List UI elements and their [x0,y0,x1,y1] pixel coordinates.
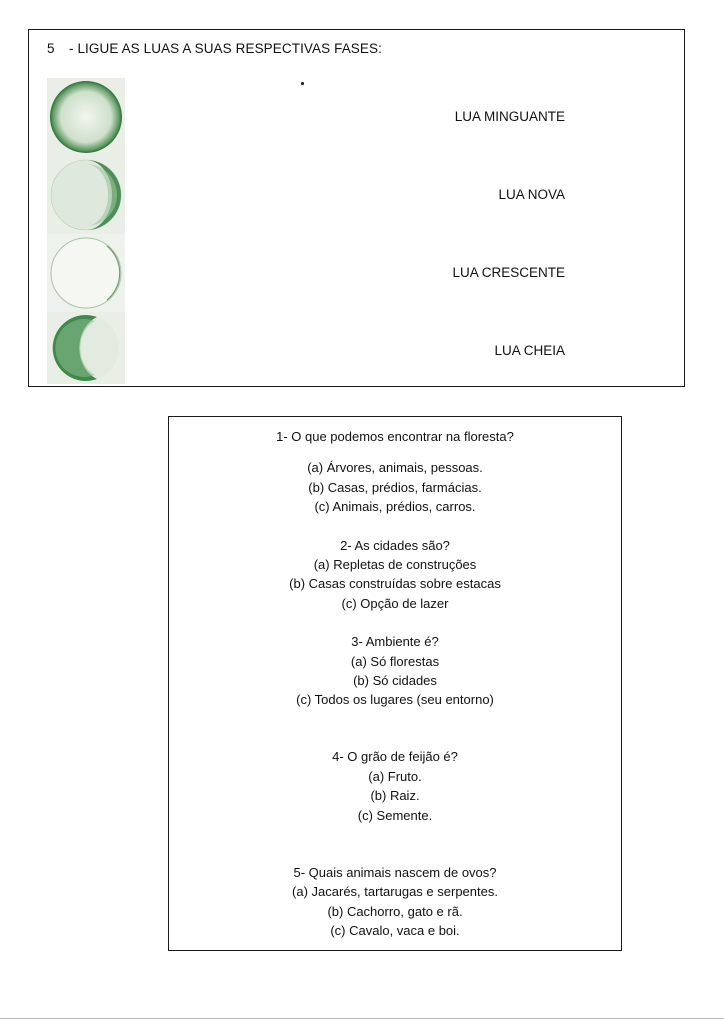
q2-option-a: (a) Repletas de construções [313,557,477,572]
moon-image-strip [47,78,125,384]
q1-option-c: (c) Animais, prédios, carros. [314,499,476,514]
q3-option-a: (a) Só florestas [350,654,440,669]
q5-option-c: (c) Cavalo, vaca e boi. [330,923,460,938]
phase-label-crescente: LUA CRESCENTE [452,265,565,280]
phase-label-nova: LUA NOVA [498,187,565,202]
q4-option-c: (c) Semente. [357,808,433,823]
q5-option-b: (b) Cachorro, gato e rã. [327,904,463,919]
question-4: 4- O grão de feijão é? [332,749,458,764]
question-3: 3- Ambiente é? [351,634,439,649]
full-moon-icon [47,78,125,156]
waning-crescent-icon [47,156,125,234]
q1-option-a: (a) Árvores, animais, pessoas. [307,460,483,475]
phase-label-cheia: LUA CHEIA [494,343,565,358]
phase-label-minguante: LUA MINGUANTE [454,109,565,124]
question-5: 5- Quais animais nascem de ovos? [293,865,497,880]
stray-dot [301,82,304,85]
q3-option-c: (c) Todos os lugares (seu entorno) [296,692,494,707]
exercise-instruction: - LIGUE AS LUAS A SUAS RESPECTIVAS FASES: [69,41,382,56]
q2-option-b: (b) Casas construídas sobre estacas [289,576,501,591]
question-1: 1- O que podemos encontrar na floresta? [276,429,514,444]
question-2: 2- As cidades são? [340,538,450,553]
q2-option-c: (c) Opção de lazer [341,596,449,611]
quiz-box [168,416,622,951]
exercise-number: 5 [47,41,55,56]
q4-option-a: (a) Fruto. [368,769,422,784]
moon-phases-exercise [28,29,685,387]
q1-option-b: (b) Casas, prédios, farmácias. [308,480,482,495]
q4-option-b: (b) Raiz. [370,788,420,803]
q5-option-a: (a) Jacarés, tartarugas e serpentes. [292,884,498,899]
scan-edge-line [0,1018,724,1019]
waxing-crescent-icon [47,312,125,384]
new-moon-icon [47,234,125,312]
exercise-title [47,41,382,56]
q3-option-b: (b) Só cidades [353,673,437,688]
